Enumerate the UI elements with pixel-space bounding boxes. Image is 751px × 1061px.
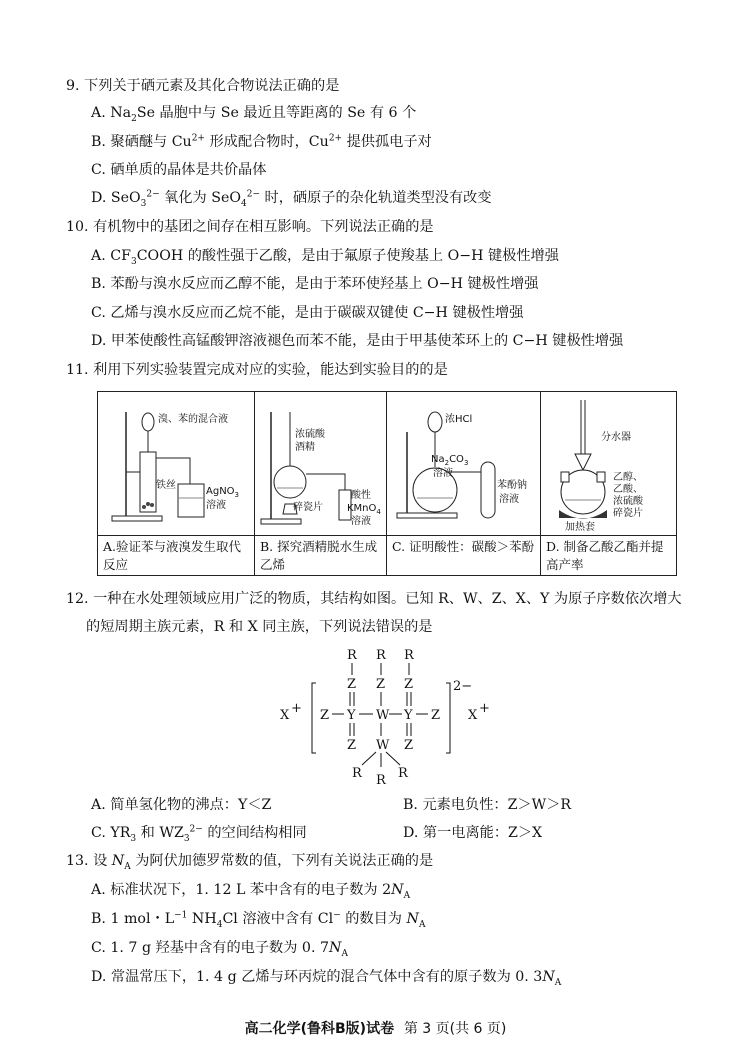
q11-stem: 11. 利用下列实验装置完成对应的实验，能达到实验目的的是 [66,362,448,378]
apparatus-a-drawing [98,392,255,535]
experiment-c [387,392,541,575]
svg-text:Y: Y [404,708,413,723]
caption-d: D. 制备乙酸乙酯并提高产率 [541,535,676,575]
q12-stem-line1: 12. 一种在水处理领域应用广泛的物质，其结构如图。已知 R、W、Z、X、Y 为原子序数依次增大 [66,591,682,607]
label-solution-b: 溶液 [351,516,371,527]
label-bromine-benzene: 溴、苯的混合液 [158,414,228,425]
q9-option-a: A. $Na_2Se$ 晶胞中与 Se 最近且等距离的 Se 有 6 个 [91,105,417,124]
q12-option-d: D. 第一电离能：Z＞X [403,825,543,841]
svg-text:Z: Z [404,738,414,753]
svg-text:2−: 2− [453,679,473,694]
label-solution-c: 溶液 [433,468,453,479]
svg-text:Z: Z [376,677,386,692]
label-acidic: 酸性 [351,490,371,501]
label-porcelain-d: 碎瓷片 [613,508,643,519]
footer-page-number: 第 3 页(共 6 页) [403,1021,507,1037]
label-na2co3: $Na_2CO_3$ [431,454,469,467]
apparatus-d-drawing [541,392,676,535]
label-heating-mantle: 加热套 [565,522,595,533]
svg-text:Z: Z [347,677,357,692]
svg-text:R: R [352,766,362,781]
page-footer [0,1018,751,1038]
svg-text:Z: Z [404,677,414,692]
footer-title: 高二化学(鲁科B版)试卷 [244,1021,395,1037]
q10-option-a: A. $CF_3COOH$ 的酸性强于乙酸，是由于氟原子使羧基上 O−H 键极性增强 [91,248,559,267]
svg-text:Z: Z [320,708,330,723]
q10-option-b: B. 苯酚与溴水反应而乙醇不能，是由于苯环使羟基上 O−H 键极性增强 [91,276,539,292]
label-solution-a: 溶液 [206,500,226,511]
svg-text:R: R [376,648,386,663]
q10-option-d: D. 甲苯使酸性高锰酸钾溶液褪色而苯不能，是由于甲基使苯环上的 C−H 键极性增强 [91,333,624,349]
svg-text:Z: Z [431,708,441,723]
label-kmno4: KMnO$_4$ [347,503,381,516]
apparatus-b-drawing [255,392,387,535]
q12-stem-line2: 的短周期主族元素，R 和 X 同主族，下列说法错误的是 [86,619,433,635]
experiment-b [255,392,387,575]
q13-stem: 13. 设 $N_A$ 为阿伏加德罗常数的值，下列有关说法正确的是 [66,853,434,872]
svg-text:Z: Z [347,738,357,753]
label-ethanol-d: 乙醇、 [613,472,643,483]
q9-option-c: C. 硒单质的晶体是共价晶体 [91,162,267,178]
q12-option-c: C. $YR_3$ 和 $WZ_3^{2-}$ 的空间结构相同 [91,824,307,844]
q9-option-b: B. 聚硒醚与 $Cu^{2+}$ 形成配合物时，$Cu^{2+}$ 提供孤电子对 [91,133,432,150]
svg-text:+: + [291,701,302,716]
svg-text:W: W [376,738,390,753]
svg-text:X: X [280,708,290,723]
label-conc-sulfuric-d: 浓硫酸 [613,496,643,507]
apparatus-c-drawing [387,392,541,535]
q12-option-a: A. 简单氢化物的沸点：Y＜Z [91,797,272,813]
q9-option-d: D. SeO$_3^{2-}$ 氧化为 SeO$_4^{2-}$ 时，硒原子的杂化轨道类型没有改变 [91,189,492,209]
label-sodium-phenoxide: 苯酚钠 [497,480,527,491]
q10-stem: 10. 有机物中的基团之间存在相互影响。下列说法正确的是 [66,219,434,235]
q9-stem: 9. 下列关于硒元素及其化合物说法正确的是 [66,78,340,94]
caption-b: B. 探究酒精脱水生成乙烯 [255,535,386,575]
caption-a: A.验证苯与液溴发生取代反应 [98,535,254,575]
q12-structure-diagram [280,643,500,788]
caption-c: C. 证明酸性：碳酸＞苯酚 [387,535,540,575]
q13-option-c: C. 1. 7 g 羟基中含有的电子数为 0. $7N_A$ [91,940,348,959]
label-conc-hcl: 浓HCl [445,414,473,425]
q10-option-c: C. 乙烯与溴水反应而乙烷不能，是由于碳碳双键使 C−H 键极性增强 [91,305,524,321]
label-solution-c2: 溶液 [499,494,519,505]
label-water-separator: 分水器 [601,432,631,443]
experiment-a [98,392,255,575]
svg-text:Y: Y [347,708,356,723]
q13-option-d: D. 常温常压下，1. 4 g 乙烯与环丙烷的混合气体中含有的原子数为 0. $3N_A$ [91,969,562,988]
label-conc-sulfuric: 浓硫酸 [295,429,325,440]
svg-text:+: + [479,701,490,716]
label-porcelain-b: 碎瓷片 [293,502,323,513]
label-iron-wire: 铁丝 [156,480,176,491]
experiment-d [541,392,676,575]
svg-text:X: X [468,708,478,723]
svg-text:W: W [376,708,390,723]
svg-text:R: R [398,766,408,781]
q13-option-a: A. 标准状况下，1. 12 L 苯中含有的电子数为 $2N_A$ [91,882,411,901]
q12-option-b: B. 元素电负性：Z＞W＞R [403,797,572,813]
svg-text:R: R [404,648,414,663]
q13-option-b: B. 1 mol・$L^{-1}$ $NH_4Cl$ 溶液中含有 Cl− 的数目为 $N_A$ [91,910,426,930]
svg-text:R: R [347,648,357,663]
label-agno3: AgNO$_3$ [206,486,240,499]
label-ethanol: 酒精 [295,442,315,453]
experiment-table [97,391,677,576]
label-acetic-acid: 乙酸、 [613,484,643,495]
svg-text:R: R [376,773,386,788]
